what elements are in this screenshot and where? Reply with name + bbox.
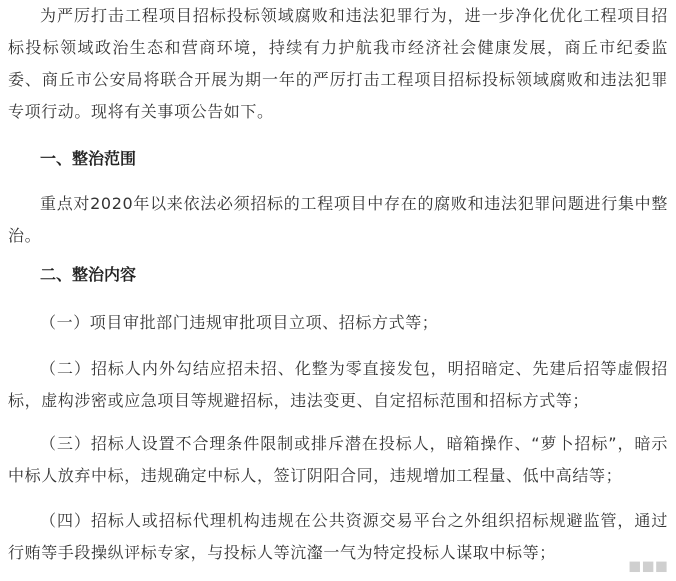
section-heading-scope: 一、整治范围 xyxy=(40,149,137,168)
content-item-4: （四）招标人或招标代理机构违规在公共资源交易平台之外组织招标规避监管，通过行贿等手段操纵评标专家，与投标人等沆瀣一气为特定投标人谋取中标等； xyxy=(8,511,668,562)
watermark-logo: ◼◼◼ xyxy=(628,556,668,575)
content-item-2: （二）招标人内外勾结应招未招、化整为零直接发包，明招暗定、先建后招等虚假招标，虚构涉密或应急项目等规避招标，违法变更、自定招标范围和招标方式等； xyxy=(8,359,668,410)
intro-paragraph: 为严厉打击工程项目招标投标领域腐败和违法犯罪行为，进一步净化优化工程项目招标投标领域政治生态和营商环境，持续有力护航我市经济社会健康发展，商丘市纪委监委、商丘市公安局将联合开展为期一年的严厉打击工程项目招标投标领域腐败和违法犯罪专项行动。现将有关事项公告如下。 xyxy=(8,6,668,121)
content-item-3: （三）招标人设置不合理条件限制或排斥潜在投标人，暗箱操作、“萝卜招标”，暗示中标人放弃中标，违规确定中标人，签订阴阳合同，违规增加工程量、低中高结等； xyxy=(8,434,668,485)
section-scope-paragraph: 重点对2020年以来依法必须招标的工程项目中存在的腐败和违法犯罪问题进行集中整治。 xyxy=(8,194,668,245)
section-heading-content: 二、整治内容 xyxy=(40,265,137,284)
content-item-1: （一）项目审批部门违规审批项目立项、招标方式等； xyxy=(40,313,439,332)
